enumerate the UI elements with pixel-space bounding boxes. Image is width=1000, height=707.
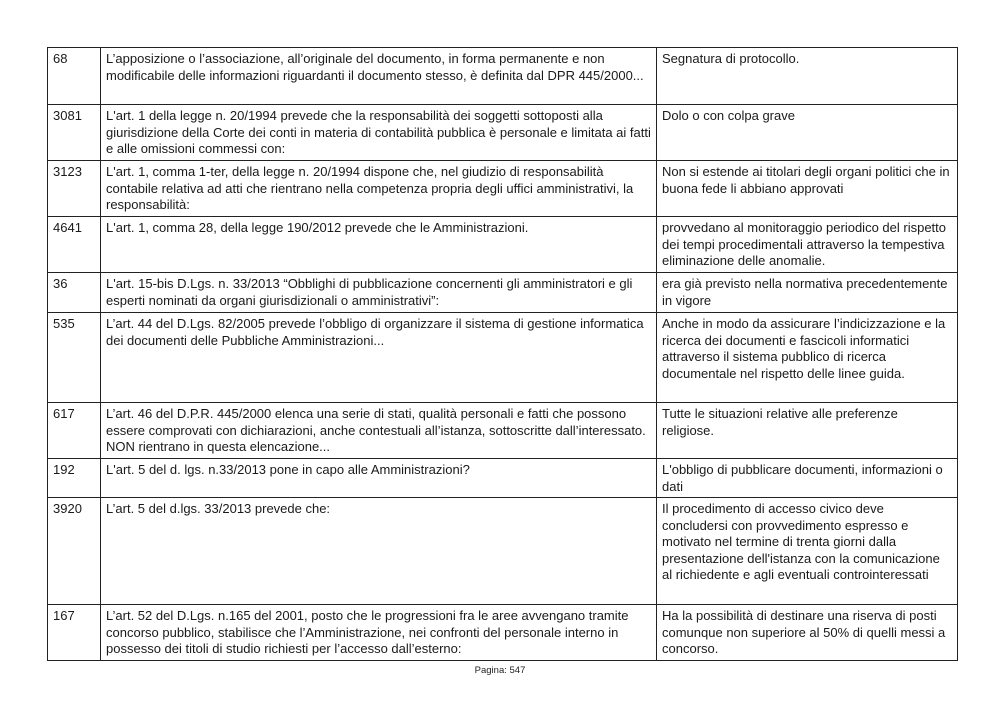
question-number: 535 [48,313,101,403]
question-text: L'art. 15-bis D.Lgs. n. 33/2013 “Obblighi di pubblicazione concernenti gli amministratori e gli esperti nominati da organi giurisdizionali o amministrativi”: [101,273,657,313]
question-number: 167 [48,605,101,661]
question-text: L’apposizione o l’associazione, all’originale del documento, in forma permanente e non modificabile delle informazioni riguardanti il documento stesso, è definita dal DPR 445/2000... [101,48,657,105]
table-row [48,403,958,459]
answer-text: provvedano al monitoraggio periodico del rispetto dei tempi procedimentali attraverso la tempestiva eliminazione delle anomalie. [657,217,958,273]
table-row [48,459,958,498]
question-number: 3123 [48,161,101,217]
answer-text: Tutte le situazioni relative alle preferenze religiose. [657,403,958,459]
question-text: L’art. 52 del D.Lgs. n.165 del 2001, posto che le progressioni fra le aree avvengano tramite concorso pubblico, stabilisce che l’Amministrazione, nei confronti del personale interno in possesso dei titoli di studio richiesti per l’accesso dall’esterno: [101,605,657,661]
table-row [48,48,958,105]
table-row [48,313,958,403]
table-row [48,605,958,661]
question-number: 4641 [48,217,101,273]
table-row [48,105,958,161]
answer-text: Anche in modo da assicurare l’indicizzazione e la ricerca dei documenti e fascicoli informatici attraverso il sistema pubblico di ricerca documentale nel rispetto delle linee guida. [657,313,958,403]
question-number: 68 [48,48,101,105]
question-number: 192 [48,459,101,498]
question-text: L’art. 5 del d.lgs. 33/2013 prevede che: [101,498,657,605]
answer-text: Segnatura di protocollo. [657,48,958,105]
question-number: 3920 [48,498,101,605]
answer-text: L'obbligo di pubblicare documenti, informazioni o dati [657,459,958,498]
answer-text: Il procedimento di accesso civico deve concludersi con provvedimento espresso e motivato nel termine di trenta giorni dalla presentazione dell'istanza con la comunicazione al richiedente e agli eventuali controinteressati [657,498,958,605]
answer-text: era già previsto nella normativa precedentemente in vigore [657,273,958,313]
question-text: L’art. 46 del D.P.R. 445/2000 elenca una serie di stati, qualità personali e fatti che possono essere comprovati con dichiarazioni, anche contestuali all’istanza, sottoscritte dall’interessato. NON rientrano in questa elencazione... [101,403,657,459]
question-text: L'art. 1, comma 28, della legge 190/2012 prevede che le Amministrazioni. [101,217,657,273]
table-row [48,273,958,313]
answer-text: Dolo o con colpa grave [657,105,958,161]
question-number: 3081 [48,105,101,161]
question-table [47,47,958,661]
question-text: L'art. 1 della legge n. 20/1994 prevede che la responsabilità dei soggetti sottoposti alla giurisdizione della Corte dei conti in materia di contabilità pubblica è personale e limitata ai fatti e alle omissioni commessi con: [101,105,657,161]
answer-text: Non si estende ai titolari degli organi politici che in buona fede li abbiano approvati [657,161,958,217]
answer-text: Ha la possibilità di destinare una riserva di posti comunque non superiore al 50% di quelli messi a concorso. [657,605,958,661]
question-number: 617 [48,403,101,459]
table-row [48,161,958,217]
question-text: L'art. 1, comma 1-ter, della legge n. 20/1994 dispone che, nel giudizio di responsabilità contabile relativa ad atti che rientrano nella competenza propria degli uffici amministrativi, la responsabilità: [101,161,657,217]
question-text: L’art. 44 del D.Lgs. 82/2005 prevede l’obbligo di organizzare il sistema di gestione informatica dei documenti delle Pubbliche Amministrazioni... [101,313,657,403]
page-number: Pagina: 547 [474,665,526,676]
question-number: 36 [48,273,101,313]
table-row [48,217,958,273]
question-text: L'art. 5 del d. lgs. n.33/2013 pone in capo alle Amministrazioni? [101,459,657,498]
table-row [48,498,958,605]
